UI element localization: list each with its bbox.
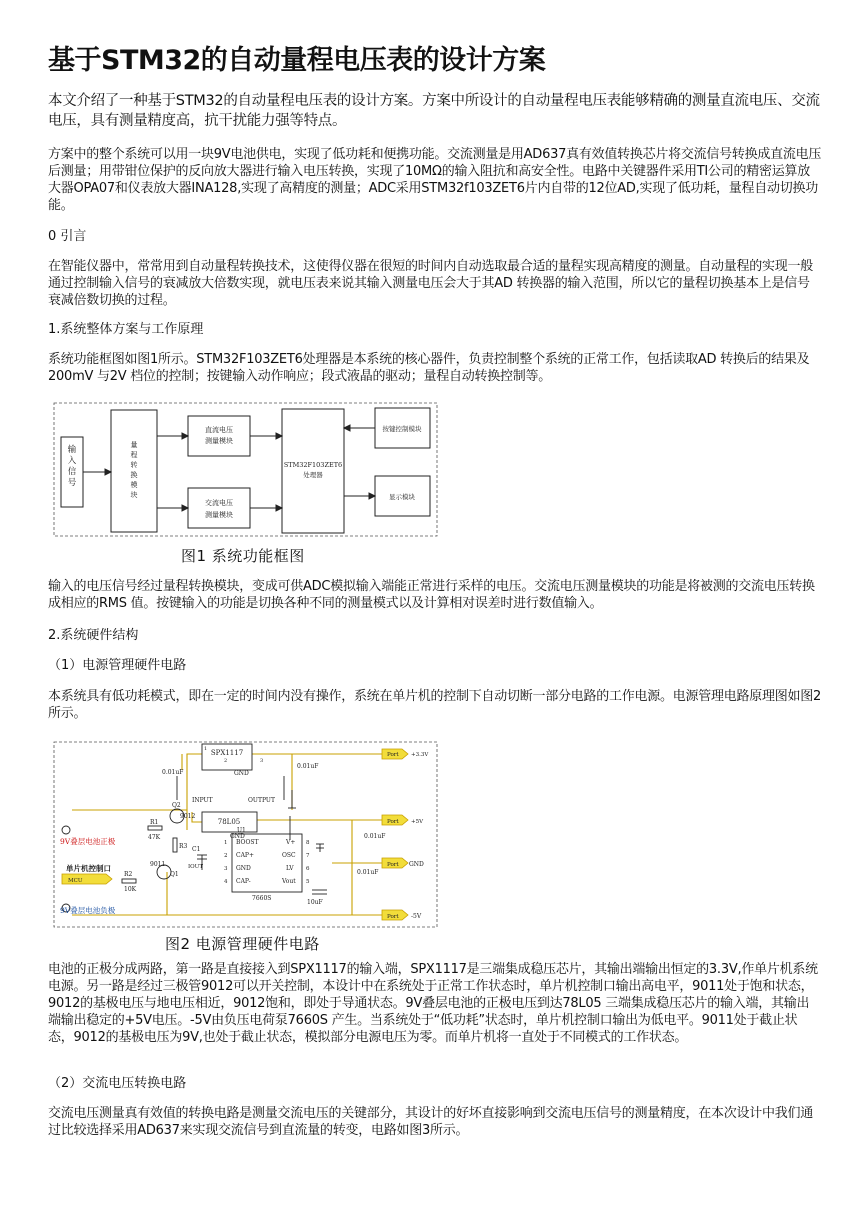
- dc-measure-label-2: 测量模块: [205, 437, 233, 445]
- label-r2: R2: [124, 871, 133, 878]
- label-cap4: 0.01uF: [357, 869, 379, 876]
- label-spx-pin1: 1: [204, 746, 208, 752]
- label-78l05-gnd: GND: [230, 833, 245, 840]
- label-battery-positive: 9V叠层电池正极: [60, 837, 116, 846]
- label-r1: R1: [150, 819, 159, 826]
- input-signal-label: 输入信号: [67, 445, 77, 488]
- figure-1-block-diagram: [52, 400, 440, 540]
- battery-pos-terminal: [62, 826, 70, 834]
- label-plus-3v3: +3.3V: [411, 752, 429, 758]
- label-q1-9011: 9011: [150, 861, 166, 868]
- spx1117-chip: [202, 744, 252, 770]
- label-pin-gnd: GND: [236, 865, 251, 872]
- label-r2-value: 10K: [124, 886, 137, 893]
- label-r1-value: 47K: [148, 834, 161, 841]
- figure-2-power-circuit: [52, 740, 440, 930]
- label-q2-9012: 9012: [180, 813, 196, 820]
- label-gnd-port: GND: [409, 861, 424, 868]
- label-pin6: 6: [306, 866, 310, 872]
- subsection-heading-power: （1）电源管理硬件电路: [48, 658, 187, 673]
- paragraph-intro: 在智能仪器中，常常用到自动量程转换技术，这使得仪器在很短的时间内自动选取最合适的量程实现高精度的测量。自动量程的实现一般通过控制输入信号的衰减放大倍数实现，就电压表来说其输入测量电压会大于其AD 转换器的输入范围，所以它的量程切换基本上是信号衰减倍数切换的过程。: [48, 259, 814, 308]
- label-r3: R3: [179, 843, 188, 850]
- label-port-33: Port: [387, 752, 399, 758]
- label-pin2: 2: [224, 853, 228, 859]
- paragraph-power: 本系统具有低功耗模式，即在一定的时间内没有操作，系统在单片机的控制下自动切断一部分电路的工作电源。电源管理电路原理图如图2所示。: [48, 689, 822, 721]
- label-pin-capp: CAP+: [236, 852, 254, 859]
- resistor-r1: [148, 826, 162, 830]
- label-q2: Q2: [172, 802, 181, 809]
- label-port-5v: Port: [387, 819, 399, 825]
- paragraph-overview: 方案中的整个系统可以用一块9V电池供电，实现了低功耗和便携功能。交流测量是用AD637真有效值转换芯片将交流信号转换成直流电压后测量；用带钳位保护的反向放大器进行输入电压转换，实现了10MΩ的输入阻抗和高安全性。电路中关键器件采用TI公司的精密运算放大器OPA07和仪表放大器INA128,实现了高精度的测量；ADC采用STM32f103ZET6片内自带的12位AD,实现了低功耗，量程自动切换功能。: [48, 147, 822, 213]
- label-spx-gnd: GND: [234, 770, 249, 777]
- section-heading-hardware: 2.系统硬件结构: [48, 628, 139, 643]
- label-pin-vout: Vout: [282, 878, 296, 885]
- label-pin4: 4: [224, 879, 228, 885]
- dc-measure-box: [188, 416, 250, 456]
- label-pin-lv: LV: [286, 865, 294, 872]
- paragraph-power-detail: 电池的正极分成两路，第一路是直接接入到SPX1117的输入端，SPX1117是三端集成稳压芯片，其输出端输出恒定的3.3V,作单片机系统电源。另一路是经过三极管9012可以开关控制，本设计中在系统处于正常工作状态时，单片机控制口输出高电平，9011处于饱和状态，9012的基极电压与地电压相近，9012饱和，即处于导通状态。9V叠层电池的正极电压到达78L05 三端集成稳压芯片的输入端，其输出端输出稳定的+5V电压。-5V由负压电荷泵7660S 产生。当系统处于“低功耗”状态时，单片机控制口输出为低电平。9011处于截止状态，9012的基极电压为9V,也处于截止状态，模拟部分电源电压为零。而单片机将一直处于不同模式的工作状态。: [48, 962, 818, 1045]
- section-heading-intro: 0 引言: [48, 229, 87, 244]
- cpu-label-2: 处理器: [303, 471, 323, 479]
- label-cap3: 0.01uF: [364, 833, 386, 840]
- label-input: INPUT: [192, 797, 213, 804]
- label-c1: C1: [192, 846, 201, 853]
- cpu-label-1: STM32F103ZET6: [283, 461, 343, 469]
- label-pin5: 5: [306, 879, 310, 885]
- key-control-label: 按键控制模块: [382, 425, 422, 433]
- intro-paragraph: 本文介绍了一种基于STM32的自动量程电压表的设计方案。方案中所设计的自动量程电压表能够精确的测量直流电压、交流电压，具有测量精度高，抗干扰能力强等特点。: [48, 93, 820, 129]
- label-pin-boost: BOOST: [236, 839, 259, 846]
- label-cap2: 0.01uF: [297, 763, 319, 770]
- label-cap1: 0.01uF: [162, 769, 184, 776]
- label-pin-vplus: V+: [286, 839, 296, 846]
- ac-measure-label-1: 交流电压: [205, 499, 233, 507]
- label-battery-negative: 9V叠层电池负极: [60, 906, 116, 915]
- label-cap5: 10uF: [307, 899, 323, 906]
- label-plus-5v: +5V: [411, 819, 424, 825]
- figure-1-caption: 图1 系统功能框图: [181, 547, 305, 565]
- label-output: OUTPUT: [248, 797, 275, 804]
- label-spx1117: SPX1117: [210, 749, 244, 757]
- paragraph-range: 输入的电压信号经过量程转换模块，变成可供ADC模拟输入端能正常进行采样的电压。交流电压测量模块的功能是将被测的交流电压转换成相应的RMS 值。按键输入的功能是切换各种不同的测量模式以及计算相对误差时进行数值输入。: [48, 579, 815, 611]
- subsection-heading-ac: （2）交流电压转换电路: [48, 1076, 187, 1091]
- label-port-gnd: Port: [387, 862, 399, 868]
- paragraph-ac: 交流电压测量真有效值的转换电路是测量交流电压的关键部分，其设计的好坏直接影响到交流电压信号的测量精度，在本次设计中我们通过比较选择采用AD637来实现交流信号到直流量的转变，电路如图3所示。: [48, 1106, 814, 1138]
- section-heading-system: 1.系统整体方案与工作原理: [48, 322, 204, 337]
- paragraph-system: 系统功能框图如图1所示。STM32F103ZET6处理器是本系统的核心器件，负责控制整个系统的正常工作，包括读取AD 转换后的结果及200mV 与2V 档位的控制；按键输入动作响应；段式液晶的驱动；量程自动转换控制等。: [48, 352, 810, 384]
- label-iout: IOUT: [188, 864, 203, 870]
- label-mcu-control-port: 单片机控制口: [66, 864, 111, 873]
- range-switch-label-text: 量程转换模块: [130, 441, 138, 499]
- label-pin8: 8: [306, 840, 310, 846]
- range-switch-label: [131, 440, 138, 499]
- ac-measure-box: [188, 488, 250, 528]
- display-label: 显示模块: [389, 493, 415, 501]
- resistor-r3: [173, 838, 177, 852]
- figure-2-caption: 图2 电源管理硬件电路: [165, 935, 320, 953]
- page-title: 基于STM32的自动量程电压表的设计方案: [48, 45, 546, 76]
- label-pin1: 1: [224, 840, 228, 846]
- label-q1: Q1: [170, 871, 179, 878]
- label-pin-capm: CAP-: [236, 878, 251, 885]
- label-pin3: 3: [224, 866, 228, 872]
- ac-measure-label-2: 测量模块: [205, 511, 233, 519]
- label-spx-pin2: 2: [224, 758, 228, 764]
- resistor-r2: [122, 879, 136, 883]
- dc-measure-label-1: 直流电压: [205, 426, 233, 434]
- label-78l05: 78L05: [217, 818, 241, 826]
- label-u1: U1: [237, 827, 246, 834]
- label-spx-pin3: 3: [260, 758, 264, 764]
- label-mcu-net: MCU: [68, 878, 83, 884]
- label-minus-5v: -5V: [411, 913, 422, 920]
- label-pin7: 7: [306, 853, 310, 859]
- label-port-m5v: Port: [387, 914, 399, 920]
- label-7660s: 7660S: [252, 895, 272, 902]
- label-pin-osc: OSC: [282, 852, 296, 859]
